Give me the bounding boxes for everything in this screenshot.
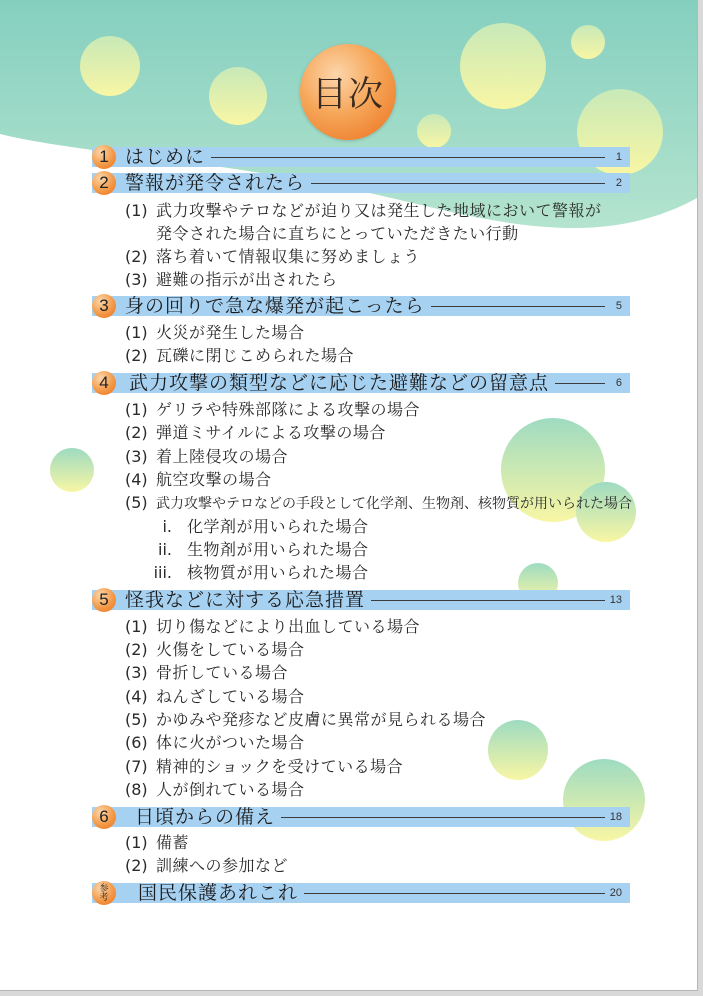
item-text: 弾道ミサイルによる攻撃の場合 [156,423,386,442]
toc-heading-1 [92,147,630,167]
item-label: (6) [125,733,148,752]
item-text: 避難の指示が出されたら [156,270,338,289]
item-text: かゆみや発疹など皮膚に異常が見られる場合 [156,710,487,729]
toc-heading-6 [92,807,630,827]
toc-heading-4 [92,373,630,393]
section-number-badge: 6 [92,805,116,829]
toc-item [125,346,354,366]
page-number: 20 [609,887,622,899]
page-title: 目次 [311,75,384,115]
page-number: 6 [615,377,622,389]
leader-line [304,893,605,894]
decorative-bubble [80,36,140,96]
page-number: 5 [615,300,622,312]
toc-item [125,710,486,730]
page-title-badge [300,44,396,140]
section-number-badge: 2 [92,171,116,195]
toc-item-continuation [156,224,519,244]
toc-item [125,400,420,420]
item-label: (4) [125,687,148,706]
item-text: 着上陸侵攻の場合 [156,447,289,466]
toc-item [125,757,403,777]
item-text: 備蓄 [156,833,190,852]
item-text: 訓練への参加など [156,856,289,875]
section-title: 警報が発令されたら [125,172,306,194]
decorative-bubble [209,67,267,125]
toc-item [125,780,305,800]
heading-row [135,807,622,827]
section-title: 国民保護あれこれ [138,882,299,904]
item-label: (2) [125,346,148,365]
toc-item [125,687,305,707]
item-text: 体に火がついた場合 [156,733,305,752]
decorative-bubble [417,114,451,148]
item-text: 発令された場合に直ちにとっていただきたい行動 [156,224,519,243]
subitem-text: 生物剤が用いられた場合 [187,540,369,559]
leader-line [211,157,605,158]
toc-heading-2 [92,173,630,193]
toc-item [125,423,386,443]
item-label: (2) [125,640,148,659]
leader-line [431,306,605,307]
item-label: (8) [125,780,148,799]
toc-heading-5 [92,590,630,610]
item-text: 瓦礫に閉じこめられた場合 [156,346,355,365]
reference-badge [92,881,116,905]
reference-badge-label: 参考 [99,883,109,902]
toc-item [125,640,305,660]
item-label: (1) [125,400,148,419]
decorative-bubble [571,25,605,59]
decorative-bubble [563,759,645,841]
decorative-bubble [460,23,546,109]
section-title: 日頃からの備え [135,806,276,828]
toc-item [125,493,632,513]
toc-item [125,247,420,267]
item-text: 人が倒れている場合 [156,780,305,799]
item-label: (5) [125,710,148,729]
item-text: 火災が発生した場合 [156,323,305,342]
item-label: (2) [125,423,148,442]
subitem-label: i. [162,517,172,536]
item-label: (1) [125,323,148,342]
section-title: 怪我などに対する応急措置 [125,589,366,611]
section-number-badge: 3 [92,294,116,318]
item-label: (5) [125,493,148,512]
item-label: (1) [125,201,148,220]
section-number-badge: 5 [92,588,116,612]
item-label: (3) [125,447,148,466]
subitem-label: ii. [158,540,172,559]
item-text: 武力攻撃やテロなどが迫り又は発生した地域において警報が [156,201,602,220]
section-number-badge: 1 [92,145,116,169]
item-text: ねんざしている場合 [156,687,305,706]
heading-row [125,173,622,193]
toc-subitem [150,540,369,560]
toc-heading-reference [92,883,630,903]
decorative-bubble [50,448,94,492]
page-number: 18 [609,811,622,823]
subitem-text: 核物質が用いられた場合 [187,563,369,582]
item-label: (3) [125,663,148,682]
toc-item [125,470,272,490]
item-text: ゲリラや特殊部隊による攻撃の場合 [156,400,421,419]
section-title: はじめに [125,146,206,168]
leader-line [281,817,605,818]
item-text: 武力攻撃やテロなどの手段として化学剤、生物剤、核物質が用いられた場合 [156,496,632,512]
item-text: 切り傷などにより出血している場合 [156,617,421,636]
leader-line [371,600,605,601]
section-number-badge: 4 [92,371,116,395]
toc-item [125,617,420,637]
decorative-bubble [488,720,548,780]
section-title: 武力攻撃の類型などに応じた避難などの留意点 [129,372,550,394]
heading-row [125,296,622,316]
item-label: (7) [125,757,148,776]
toc-item [125,663,288,683]
item-label: (1) [125,617,148,636]
toc-item [125,323,305,343]
item-label: (2) [125,856,148,875]
toc-subitem [150,563,369,583]
heading-row [138,883,622,903]
leader-line [555,383,605,384]
toc-item [125,833,189,853]
page-number: 1 [615,151,622,163]
page-number: 13 [609,594,622,606]
subitem-text: 化学剤が用いられた場合 [187,517,369,536]
toc-heading-3 [92,296,630,316]
toc-item [125,856,288,876]
subitem-label: iii. [153,563,172,582]
toc-subitem [150,517,369,537]
toc-item [125,270,338,290]
heading-row [125,590,622,610]
heading-row [129,373,622,393]
heading-row [125,147,622,167]
item-text: 骨折している場合 [156,663,289,682]
item-label: (2) [125,247,148,266]
toc-item [125,201,602,221]
leader-line [311,183,605,184]
item-text: 火傷をしている場合 [156,640,305,659]
item-text: 航空攻撃の場合 [156,470,272,489]
item-label: (3) [125,270,148,289]
toc-item [125,447,288,467]
toc-item [125,733,305,753]
section-title: 身の回りで急な爆発が起こったら [125,295,425,317]
item-text: 落ち着いて情報収集に努めましょう [156,247,421,266]
item-text: 精神的ショックを受けている場合 [156,757,404,776]
item-label: (1) [125,833,148,852]
page-number: 2 [615,177,622,189]
item-label: (4) [125,470,148,489]
